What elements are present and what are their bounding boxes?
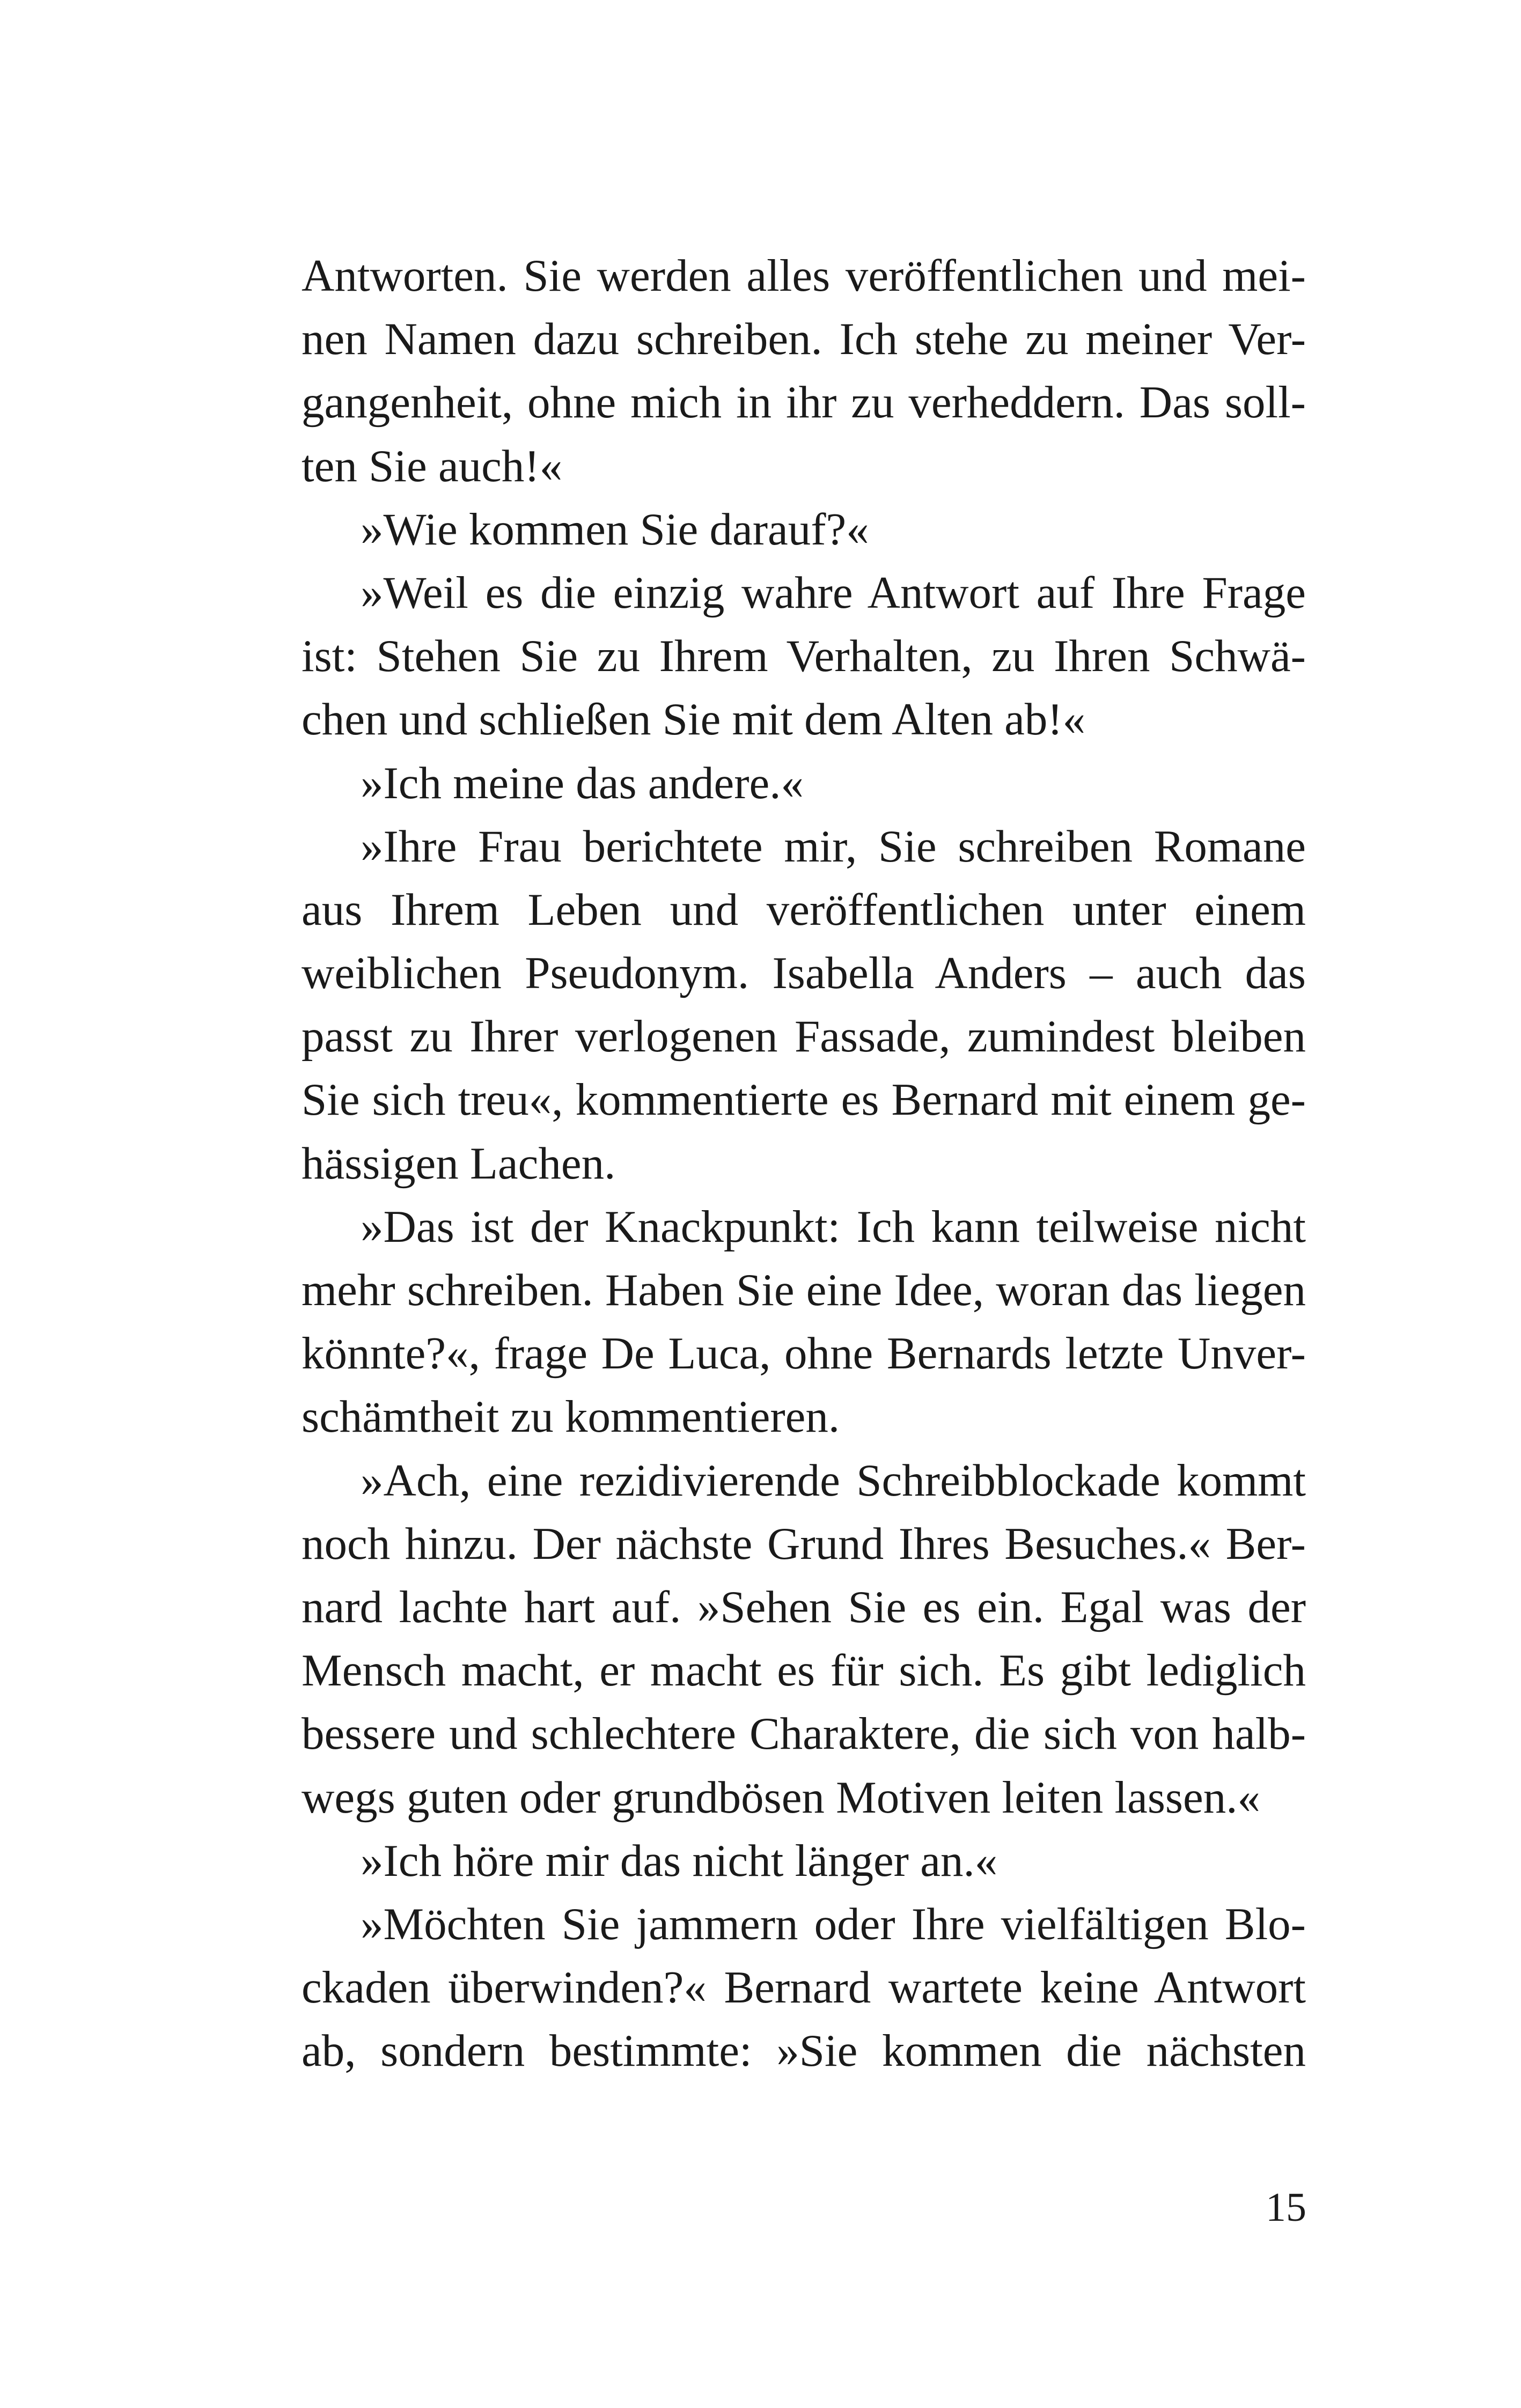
- text-line: ckaden überwinden?« Bernard wartete keine Antwort: [302, 1962, 1306, 2013]
- text-line: »Ich meine das andere.«: [361, 757, 804, 808]
- text-line: noch hinzu. Der nächste Grund Ihres Besuches.« Ber-: [302, 1518, 1306, 1569]
- text-line: passt zu Ihrer verlogenen Fassade, zumindest bleiben: [302, 1011, 1306, 1062]
- text-line: nen Namen dazu schreiben. Ich stehe zu meiner Ver-: [302, 314, 1306, 365]
- text-line: bessere und schlechtere Charaktere, die sich von halb-: [302, 1709, 1306, 1759]
- text-line: aus Ihrem Leben und veröffentlichen unter einem: [302, 884, 1306, 935]
- text-line: ist: Stehen Sie zu Ihrem Verhalten, zu Ihren Schwä-: [302, 631, 1306, 682]
- text-line: »Wie kommen Sie darauf?«: [361, 504, 869, 555]
- text-line: hässigen Lachen.: [302, 1138, 616, 1189]
- text-line: könnte?«, frage De Luca, ohne Bernards letzte Unver-: [302, 1328, 1306, 1379]
- page-number: 15: [1266, 2185, 1306, 2230]
- body-text: [302, 244, 1306, 2082]
- text-line: »Weil es die einzig wahre Antwort auf Ihre Frage: [361, 567, 1306, 618]
- text-line: nard lachte hart auf. »Sehen Sie es ein. Egal was der: [302, 1581, 1306, 1632]
- text-line: gangenheit, ohne mich in ihr zu verheddern. Das soll-: [302, 377, 1306, 428]
- text-line: ten Sie auch!«: [302, 440, 563, 491]
- text-line: weiblichen Pseudonym. Isabella Anders – auch das: [302, 948, 1306, 999]
- text-line: wegs guten oder grundbösen Motiven leiten lassen.«: [302, 1772, 1260, 1823]
- text-line: »Möchten Sie jammern oder Ihre vielfältigen Blo-: [361, 1898, 1306, 1949]
- text-line: »Ach, eine rezidivierende Schreibblockade kommt: [361, 1455, 1306, 1506]
- text-line: ab, sondern bestimmte: »Sie kommen die nächsten: [302, 2026, 1306, 2076]
- text-line: »Das ist der Knackpunkt: Ich kann teilweise nicht: [361, 1201, 1306, 1252]
- text-line: chen und schließen Sie mit dem Alten ab!«: [302, 694, 1086, 745]
- text-line: Mensch macht, er macht es für sich. Es gibt lediglich: [302, 1645, 1306, 1696]
- text-line: mehr schreiben. Haben Sie eine Idee, woran das liegen: [302, 1265, 1306, 1315]
- text-line: Antworten. Sie werden alles veröffentlichen und mei-: [302, 251, 1306, 301]
- text-line: Sie sich treu«, kommentierte es Bernard mit einem ge-: [302, 1074, 1306, 1125]
- text-line: schämtheit zu kommentieren.: [302, 1391, 840, 1442]
- text-line: »Ich höre mir das nicht länger an.«: [361, 1835, 998, 1886]
- text-line: »Ihre Frau berichtete mir, Sie schreiben Romane: [361, 821, 1306, 872]
